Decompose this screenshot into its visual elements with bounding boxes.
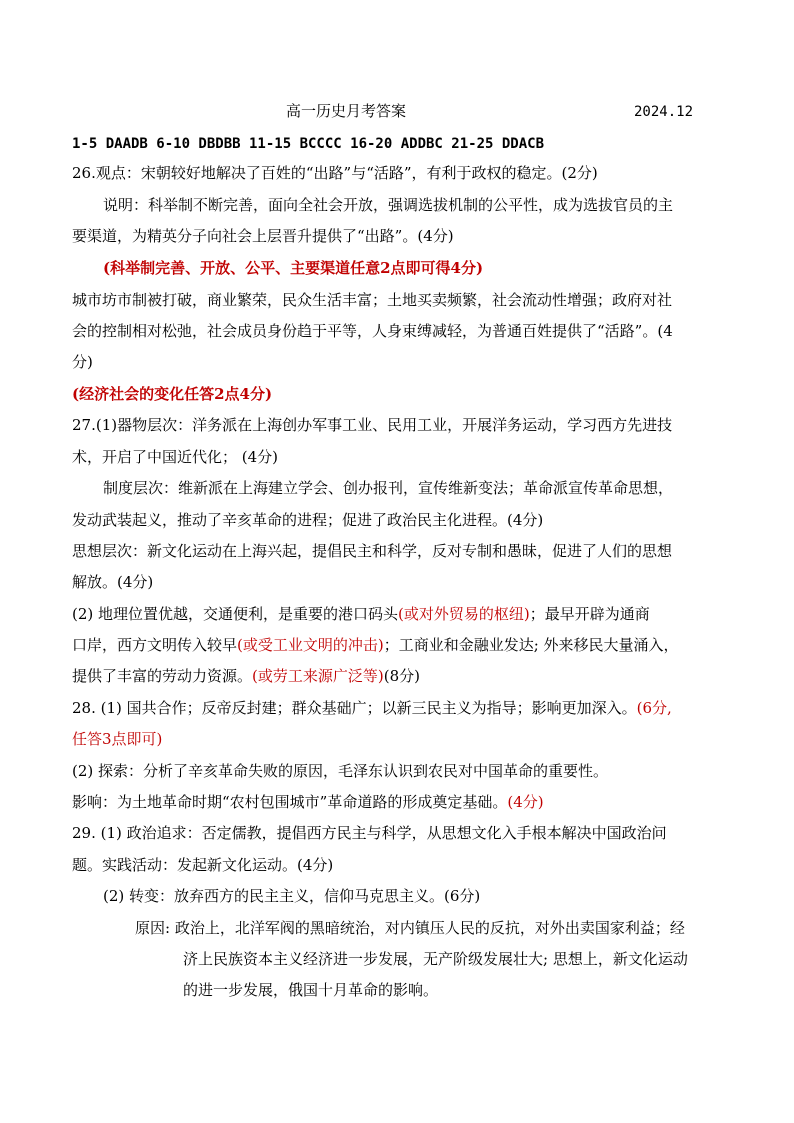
q26-explain-line2: 要渠道，为精英分子向社会上层晋升提供了“出路”。(4分) <box>72 227 454 245</box>
q27-q2-line1 <box>72 604 650 624</box>
q29-p1-line1: 29. (1) 政治追求：否定儒教，提倡西方民主与科学，从思想文化入手根本解决中国政治问 <box>72 824 667 842</box>
q26-scoring-note-1: (科举制完善、开放、公平、主要渠道任意2点即可得4分) <box>103 259 484 277</box>
q27-q2-alt-a: (或对外贸易的枢纽) <box>398 605 530 623</box>
q29-p3-line3: 的进一步发展，俄国十月革命的影响。 <box>183 981 439 999</box>
q28-p1-score: (6分, <box>636 699 672 717</box>
q27-p3-line1: 思想层次：新文化运动在上海兴起，提倡民主和科学，反对专制和愚昧，促进了人们的思想 <box>72 542 673 560</box>
q27-q2-text-d: ；工商业和金融业发达; 外来移民大量涌入， <box>383 636 679 654</box>
q27-q2-text-c: 口岸，西方文明传入较早 <box>72 636 238 654</box>
q27-p1-line2: 术，开启了中国近代化； (4分) <box>72 448 279 466</box>
q27-p1-line1: 27.(1)器物层次：洋务派在上海创办军事工业、民用工业，开展洋务运动，学习西方先进技 <box>72 416 673 434</box>
q26-explain-line1: 说明：科举制不断完善，面向全社会开放，强调选拔机制的公平性，成为选拔官员的主 <box>103 196 674 214</box>
q29-p3-line1: 原因: 政治上，北洋军阀的黑暗统治，对内镇压人民的反抗，对外出卖国家利益；经 <box>135 919 685 937</box>
q26-city-line3: 分) <box>72 353 93 371</box>
q27-p2-line1: 制度层次：维新派在上海建立学会、创办报刊，宣传维新变法；革命派宣传革命思想， <box>103 479 674 497</box>
q26-city-line1: 城市坊市制被打破，商业繁荣，民众生活丰富；土地买卖频繁，社会流动性增强；政府对社 <box>72 291 673 309</box>
q26-scoring-note-2: (经济社会的变化任答2点4分) <box>72 385 273 403</box>
q27-q2-text-b: ；最早开辟为通商 <box>529 605 650 623</box>
q28-p2: (2) 探索：分析了辛亥革命失败的原因，毛泽东认识到农民对中国革命的重要性。 <box>72 762 609 780</box>
q29-p3-line2: 济上民族资本主义经济进一步发展，无产阶级发展壮大; 思想上，新文化运动 <box>183 950 688 968</box>
q29-p2: (2) 转变：放弃西方的民主主义，信仰马克思主义。(6分) <box>103 887 481 905</box>
q26-city-line2: 会的控制相对松弛，社会成员身份趋于平等，人身束缚减轻，为普通百姓提供了“活路”。(4 <box>72 322 673 340</box>
q27-q2-alt-e: (或劳工来源广泛等) <box>252 667 384 685</box>
q27-q2-text-a: (2) 地理位置优越，交通便利，是重要的港口码头 <box>72 605 399 623</box>
q28-p3 <box>72 792 544 812</box>
q27-q2-line3 <box>72 666 420 686</box>
q27-p2-line2: 发动武装起义，推动了辛亥革命的进程；促进了政治民主化进程。(4分) <box>72 511 544 529</box>
q28-p3-text: 影响：为土地革命时期“农村包围城市”革命道路的形成奠定基础。 <box>72 793 508 811</box>
q27-q2-score: (8分) <box>383 667 420 685</box>
q27-q2-text-e: 提供了丰富的劳动力资源。 <box>72 667 253 685</box>
q27-q2-alt-c: (或受工业文明的冲击) <box>237 636 384 654</box>
q28-p1-line1 <box>72 698 672 718</box>
q27-p3-line2: 解放。(4分) <box>72 573 154 591</box>
q29-p1-line2: 题。实践活动：发起新文化运动。(4分) <box>72 856 334 874</box>
q27-q2-line2 <box>72 635 679 655</box>
q28-p3-score: (4分) <box>507 793 544 811</box>
q28-p1-text: 28. (1) 国共合作；反帝反封建；群众基础广；以新三民主义为指导；影响更加深入。 <box>72 699 637 717</box>
q28-p1-note: 任答3点即可) <box>72 730 163 748</box>
page-title: 高一历史月考答案 <box>286 102 407 120</box>
choice-answers: 1-5 DAADB 6-10 DBDBB 11-15 BCCCC 16-20 ADDBC 21-25 DDACB <box>72 136 545 152</box>
page-date: 2024.12 <box>634 104 694 120</box>
q26-viewpoint: 26.观点：宋朝较好地解决了百姓的“出路”与“活路”，有利于政权的稳定。(2分) <box>72 164 598 182</box>
